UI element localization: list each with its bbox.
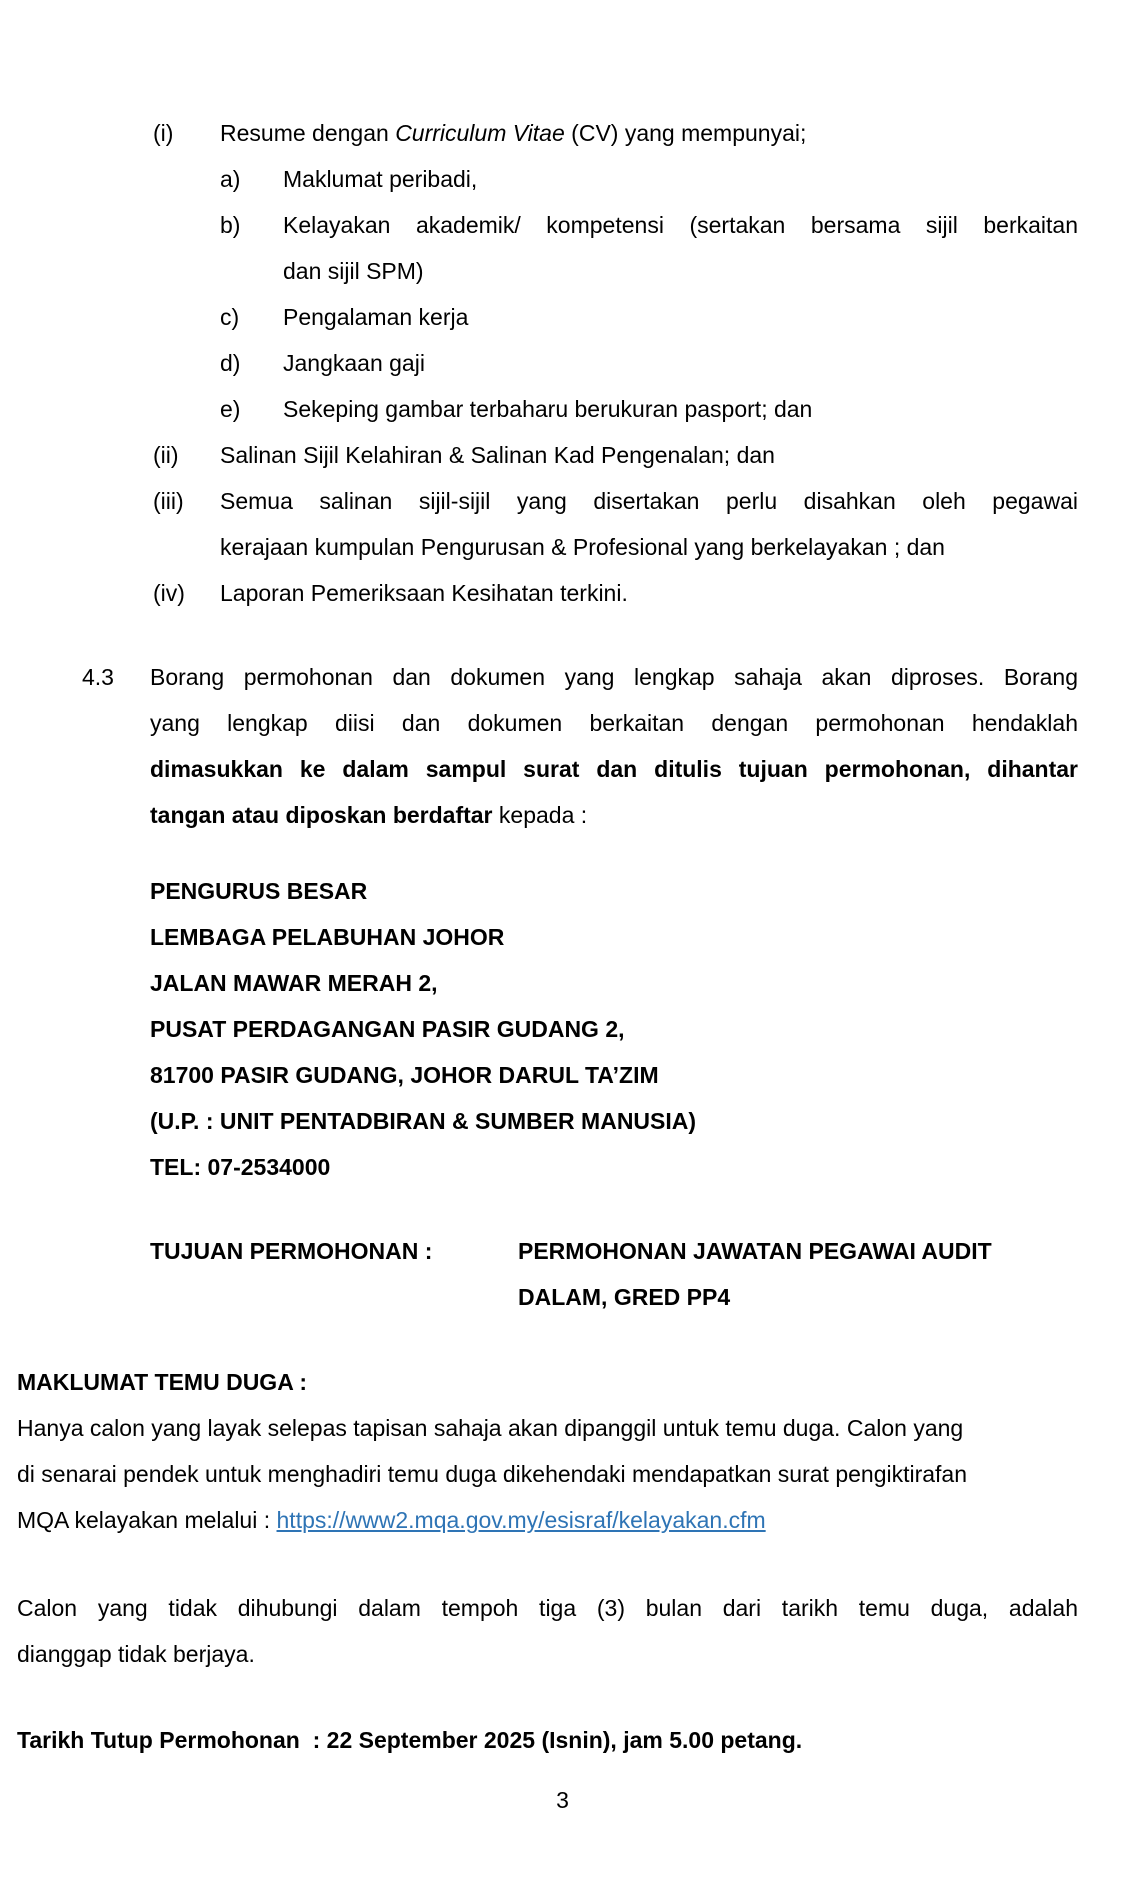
purpose-row xyxy=(150,1228,1125,1320)
text-segment: Resume dengan xyxy=(220,120,396,146)
text-segment: PUSAT PERDAGANGAN PASIR GUDANG 2, xyxy=(150,1016,625,1042)
list-marker: (i) xyxy=(153,120,174,146)
text-line xyxy=(150,654,1078,700)
sublist-item-b xyxy=(220,202,1125,294)
text-segment: PERMOHONAN JAWATAN PEGAWAI AUDIT xyxy=(518,1238,992,1264)
text-line xyxy=(220,110,1078,156)
mqa-link[interactable]: https://www2.mqa.gov.my/esisraf/kelayakan.cfm xyxy=(276,1507,766,1533)
text-segment: dan sijil SPM) xyxy=(283,258,424,284)
list-item-text xyxy=(220,570,1078,616)
text-segment: di senarai pendek untuk menghadiri temu duga dikehendaki mendapatkan surat pengiktirafan xyxy=(17,1461,968,1487)
text-segment: JALAN MAWAR MERAH 2, xyxy=(150,970,438,996)
text-segment: Curriculum Vitae xyxy=(395,120,565,146)
text-segment: dianggap tidak berjaya. xyxy=(17,1641,255,1667)
list-item-iii xyxy=(153,478,1125,570)
text-segment: PENGURUS BESAR xyxy=(150,878,368,904)
text-line xyxy=(17,1451,1078,1497)
text-segment: Sekeping gambar terbaharu berukuran pasport; dan xyxy=(283,396,813,422)
text-line xyxy=(150,914,1125,960)
list-item-text xyxy=(220,478,1078,570)
interview-heading: MAKLUMAT TEMU DUGA : xyxy=(17,1369,308,1395)
text-line xyxy=(17,1497,1078,1543)
text-line xyxy=(150,1144,1125,1190)
list-item-iv xyxy=(153,570,1125,616)
text-segment: kepada : xyxy=(492,802,588,828)
text-segment: Hanya calon yang layak selepas tapisan sahaja akan dipanggil untuk temu duga. Calon yang xyxy=(17,1415,964,1441)
interview-paragraph xyxy=(17,1405,1078,1543)
list-item-text xyxy=(283,156,1078,202)
text-segment: (U.P. : UNIT PENTADBIRAN & SUMBER MANUSIA) xyxy=(150,1108,697,1134)
list-item-ii xyxy=(153,432,1125,478)
text-segment: Borang permohonan dan dokumen yang lengkap sahaja akan diproses. Borang xyxy=(150,664,1078,690)
sublist-item-e xyxy=(220,386,1125,432)
purpose-label: TUJUAN PERMOHONAN : xyxy=(150,1238,433,1264)
text-segment: Calon yang tidak dihubungi dalam tempoh tiga (3) bulan dari tarikh temu duga, adalah xyxy=(17,1595,1078,1621)
text-line xyxy=(283,294,1078,340)
text-line xyxy=(220,570,1078,616)
text-segment: TEL: 07-2534000 xyxy=(150,1154,331,1180)
list-item-i xyxy=(153,110,1125,156)
text-segment: Laporan Pemeriksaan Kesihatan terkini. xyxy=(220,580,628,606)
text-line xyxy=(220,524,1078,570)
text-segment: Kelayakan akademik/ kompetensi (sertakan bersama sijil berkaitan xyxy=(283,212,1078,238)
text-line xyxy=(150,1006,1125,1052)
list-marker: (ii) xyxy=(153,442,179,468)
text-segment: DALAM, GRED PP4 xyxy=(518,1284,731,1310)
text-line xyxy=(283,156,1078,202)
page-number: 3 xyxy=(556,1787,569,1813)
clause-text xyxy=(150,654,1078,838)
list-item-text xyxy=(220,110,1078,156)
text-segment: tangan atau diposkan berdaftar xyxy=(150,802,493,828)
text-segment: MQA kelayakan melalui : xyxy=(17,1507,277,1533)
list-marker: e) xyxy=(220,396,241,422)
text-line xyxy=(283,248,1078,294)
text-segment: LEMBAGA PELABUHAN JOHOR xyxy=(150,924,505,950)
list-marker: a) xyxy=(220,166,241,192)
text-line xyxy=(150,746,1078,792)
sublist-item-a xyxy=(220,156,1125,202)
text-segment: Jangkaan gaji xyxy=(283,350,425,376)
text-line xyxy=(518,1274,1078,1320)
text-segment: yang lengkap diisi dan dokumen berkaitan dengan permohonan hendaklah xyxy=(150,710,1078,736)
list-marker: c) xyxy=(220,304,240,330)
followup-paragraph xyxy=(17,1585,1078,1677)
text-line xyxy=(150,792,1078,838)
list-marker: (iv) xyxy=(153,580,185,606)
text-line xyxy=(17,1585,1078,1631)
list-item-text xyxy=(283,386,1078,432)
text-segment: Salinan Sijil Kelahiran & Salinan Kad Pengenalan; dan xyxy=(220,442,775,468)
list-marker: b) xyxy=(220,212,241,238)
sublist-item-c xyxy=(220,294,1125,340)
text-segment: Maklumat peribadi, xyxy=(283,166,478,192)
text-line xyxy=(220,432,1078,478)
text-line xyxy=(150,960,1125,1006)
text-line xyxy=(17,1631,1078,1677)
closing-date-line: Tarikh Tutup Permohonan : 22 September 2025 (Isnin), jam 5.00 petang. xyxy=(17,1727,803,1753)
text-line xyxy=(220,478,1078,524)
text-segment: Pengalaman kerja xyxy=(283,304,469,330)
text-line xyxy=(283,202,1078,248)
text-line xyxy=(150,1098,1125,1144)
text-line xyxy=(283,386,1078,432)
text-line xyxy=(17,1405,1078,1451)
text-segment: (CV) yang mempunyai; xyxy=(564,120,807,146)
purpose-value xyxy=(518,1228,1078,1320)
clause-4-3 xyxy=(82,654,1125,838)
text-line xyxy=(283,340,1078,386)
text-segment: kerajaan kumpulan Pengurusan & Profesional yang berkelayakan ; dan xyxy=(220,534,945,560)
text-line xyxy=(150,700,1078,746)
text-segment: Semua salinan sijil-sijil yang disertakan perlu disahkan oleh pegawai xyxy=(220,488,1078,514)
list-marker: (iii) xyxy=(153,488,184,514)
list-item-text xyxy=(220,432,1078,478)
text-line xyxy=(518,1228,1078,1274)
sublist-item-d xyxy=(220,340,1125,386)
text-segment: 81700 PASIR GUDANG, JOHOR DARUL TA’ZIM xyxy=(150,1062,659,1088)
text-line xyxy=(150,868,1125,914)
list-item-text xyxy=(283,294,1078,340)
text-segment: dimasukkan ke dalam sampul surat dan ditulis tujuan permohonan, dihantar xyxy=(150,756,1078,782)
list-item-text xyxy=(283,202,1078,294)
clause-number: 4.3 xyxy=(82,664,114,690)
text-line xyxy=(150,1052,1125,1098)
mailing-address xyxy=(150,868,1125,1190)
list-marker: d) xyxy=(220,350,241,376)
list-item-text xyxy=(283,340,1078,386)
